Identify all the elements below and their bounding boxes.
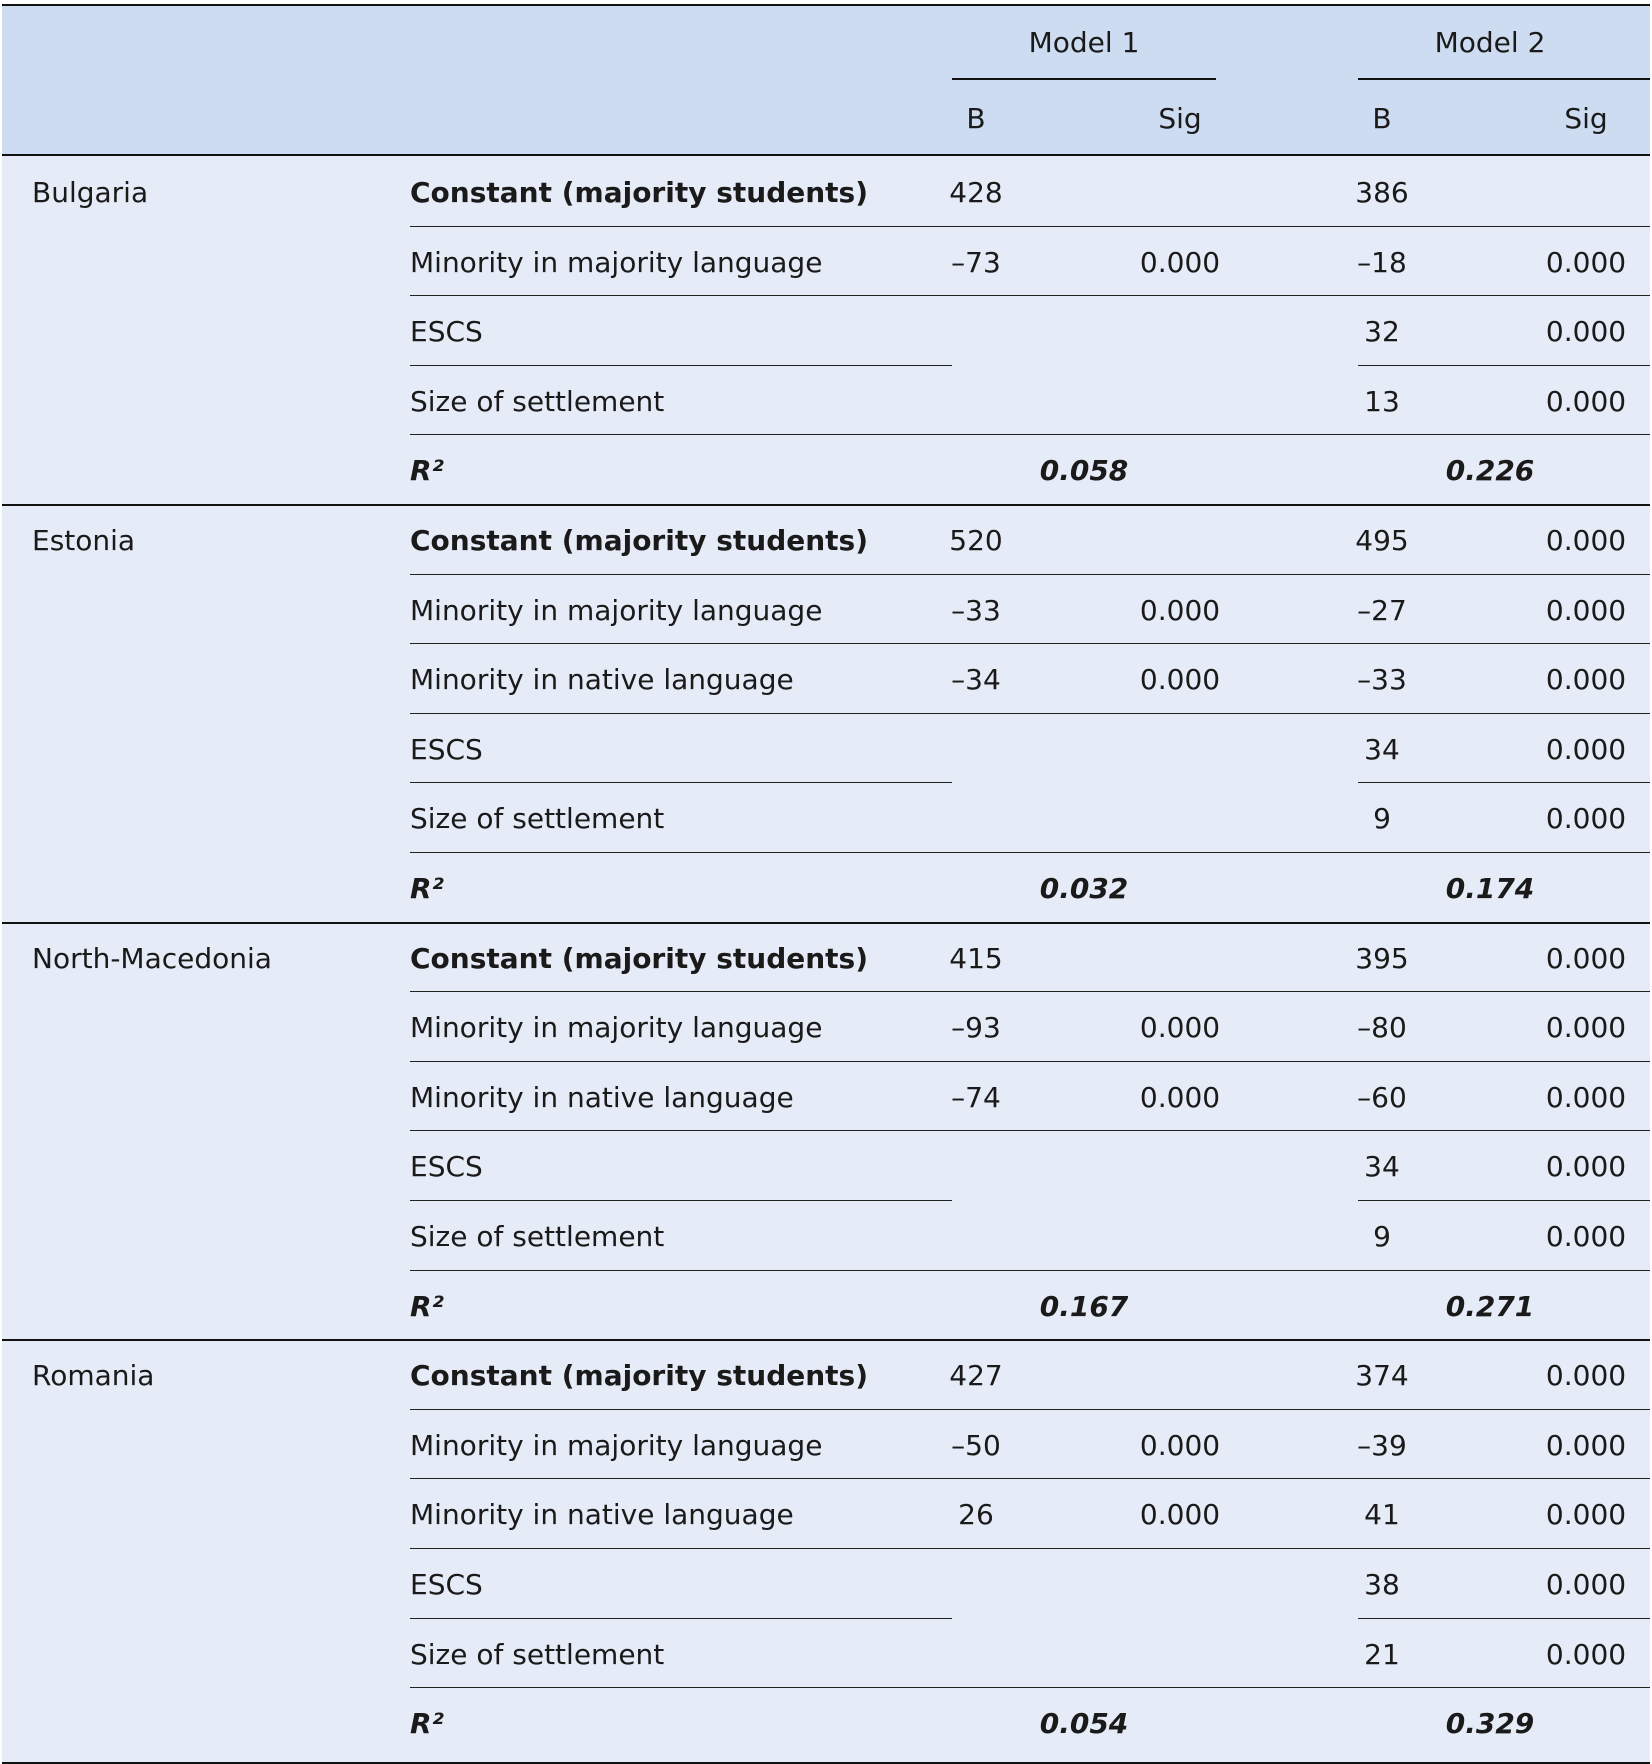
model2-r-squared: 0.226 (1445, 454, 1535, 488)
model2-sig-value: 0.000 (1545, 1428, 1627, 1462)
model2-sig-value: 0.000 (1545, 384, 1627, 418)
model1-sig-value: 0.000 (1139, 1498, 1221, 1532)
country-label: Romania (32, 1359, 155, 1393)
row-label: Minority in native language (410, 663, 794, 697)
model1-b-value: 520 (949, 524, 1003, 557)
row-rule (410, 643, 1650, 644)
country-label: North-Macedonia (32, 941, 272, 975)
row-rule (410, 1478, 1650, 1479)
group-rule (2, 922, 1650, 924)
model2-sig-value: 0.000 (1545, 1637, 1627, 1671)
model2-sig-header: Sig (1564, 102, 1608, 135)
row-rule (410, 226, 1650, 227)
row-label: Minority in majority language (410, 593, 823, 627)
model2-r-squared: 0.271 (1445, 1289, 1535, 1323)
row-label: Minority in majority language (410, 1428, 823, 1462)
model1-sig-value: 0.000 (1139, 1080, 1221, 1114)
model2-sig-value: 0.000 (1545, 732, 1627, 766)
row-rule (410, 782, 952, 783)
model2-b-value: 32 (1364, 315, 1400, 349)
model2-sig-value: 0.000 (1545, 593, 1627, 627)
row-label: Minority in majority language (410, 245, 823, 279)
model2-sig-value: 0.000 (1545, 1080, 1627, 1114)
model2-sig-value: 0.000 (1545, 1220, 1627, 1253)
model2-sig-value: 0.000 (1545, 1568, 1627, 1601)
country-label: Bulgaria (32, 176, 149, 209)
model2-r-squared: 0.329 (1445, 1707, 1535, 1741)
model2-b-value: 13 (1364, 384, 1400, 418)
row-label: Minority in native language (410, 1080, 794, 1114)
row-rule (410, 295, 1650, 296)
model1-r-squared: 0.032 (1039, 872, 1129, 905)
row-rule (410, 852, 1650, 853)
model1-r-squared: 0.167 (1039, 1289, 1129, 1323)
model2-b-value: 9 (1373, 802, 1391, 836)
model2-sig-value: 0.000 (1545, 1150, 1627, 1184)
model2-sig-value: 0.000 (1545, 1011, 1627, 1045)
model2-r-squared: 0.174 (1445, 872, 1535, 905)
row-label: Size of settlement (410, 384, 665, 418)
model2-b-value: 9 (1373, 1220, 1391, 1253)
row-rule (410, 1200, 952, 1201)
row-label: Constant (majority students) (410, 524, 869, 557)
model1-sig-value: 0.000 (1139, 593, 1221, 627)
row-rule (1358, 1618, 1650, 1619)
row-label: ESCS (410, 1150, 483, 1184)
model2-sig-value: 0.000 (1545, 1498, 1627, 1532)
row-rule (410, 574, 1650, 575)
model2-b-value: 386 (1355, 176, 1409, 209)
row-rule (410, 991, 1650, 992)
regression-table (2, 4, 1650, 1764)
row-rule (410, 1687, 1650, 1688)
model1-b-value: 428 (949, 176, 1003, 209)
model2-b-value: 38 (1364, 1568, 1400, 1601)
model2-sig-value: 0.000 (1545, 315, 1627, 349)
model2-underline (1358, 78, 1650, 80)
model1-b-value: –33 (951, 593, 1001, 627)
model1-underline (952, 78, 1216, 80)
model1-b-value: –93 (951, 1011, 1001, 1045)
row-rule (410, 1618, 952, 1619)
model1-b-value: –34 (951, 663, 1001, 697)
row-label: Size of settlement (410, 1220, 665, 1253)
model1-sig-value: 0.000 (1139, 663, 1221, 697)
model1-b-value: –73 (951, 245, 1001, 279)
row-label: Constant (majority students) (410, 941, 869, 975)
row-label: Constant (majority students) (410, 176, 869, 209)
model1-sig-value: 0.000 (1139, 1011, 1221, 1045)
model1-b-value: –50 (951, 1428, 1001, 1462)
model1-header: Model 1 (1028, 26, 1140, 59)
model2-sig-value: 0.000 (1545, 1359, 1627, 1393)
model2-b-value: 374 (1355, 1359, 1409, 1393)
model2-b-value: 41 (1364, 1498, 1400, 1532)
model1-b-value: –74 (951, 1080, 1001, 1114)
row-label: ESCS (410, 315, 483, 349)
row-rule (410, 1409, 1650, 1410)
model2-sig-value: 0.000 (1545, 524, 1627, 557)
group-rule (2, 1339, 1650, 1341)
model2-b-value: 34 (1364, 1150, 1400, 1184)
model2-b-value: 395 (1355, 941, 1409, 975)
row-rule (1358, 1200, 1650, 1201)
model2-b-value: –18 (1357, 245, 1407, 279)
r-squared-label: R² (410, 454, 444, 488)
country-label: Estonia (32, 524, 136, 557)
row-label: Size of settlement (410, 802, 665, 836)
row-label: ESCS (410, 732, 483, 766)
model2-sig-value: 0.000 (1545, 663, 1627, 697)
r-squared-label: R² (410, 1289, 444, 1323)
model1-sig-value: 0.000 (1139, 245, 1221, 279)
row-rule (1358, 782, 1650, 783)
row-label: ESCS (410, 1568, 483, 1601)
row-rule (410, 1130, 1650, 1131)
row-rule (1358, 365, 1650, 366)
row-rule (410, 434, 1650, 435)
r-squared-label: R² (410, 872, 444, 905)
model2-b-value: 21 (1364, 1637, 1400, 1671)
model2-b-value: –39 (1357, 1428, 1407, 1462)
model1-b-value: 427 (949, 1359, 1003, 1393)
model2-sig-value: 0.000 (1545, 941, 1627, 975)
row-label: Size of settlement (410, 1637, 665, 1671)
table-header (2, 6, 1650, 156)
row-rule (410, 1061, 1650, 1062)
model2-b-value: 495 (1355, 524, 1409, 557)
model1-r-squared: 0.058 (1039, 454, 1129, 488)
row-label: Constant (majority students) (410, 1359, 869, 1393)
model1-sig-value: 0.000 (1139, 1428, 1221, 1462)
group-rule (2, 504, 1650, 506)
model2-header: Model 2 (1434, 26, 1546, 59)
row-rule (410, 713, 1650, 714)
model2-b-value: –27 (1357, 593, 1407, 627)
model1-b-value: 415 (949, 941, 1003, 975)
model2-b-value: –60 (1357, 1080, 1407, 1114)
model2-sig-value: 0.000 (1545, 245, 1627, 279)
model2-b-header: B (1372, 102, 1392, 135)
row-rule (410, 1270, 1650, 1271)
r-squared-label: R² (410, 1707, 444, 1741)
row-label: Minority in majority language (410, 1011, 823, 1045)
model2-b-value: 34 (1364, 732, 1400, 766)
model2-b-value: –33 (1357, 663, 1407, 697)
model2-sig-value: 0.000 (1545, 802, 1627, 836)
model1-sig-header: Sig (1158, 102, 1202, 135)
row-rule (410, 365, 952, 366)
model1-b-value: 26 (958, 1498, 994, 1532)
model2-b-value: –80 (1357, 1011, 1407, 1045)
row-rule (410, 1548, 1650, 1549)
model1-r-squared: 0.054 (1039, 1707, 1129, 1741)
model1-b-header: B (966, 102, 986, 135)
row-label: Minority in native language (410, 1498, 794, 1532)
